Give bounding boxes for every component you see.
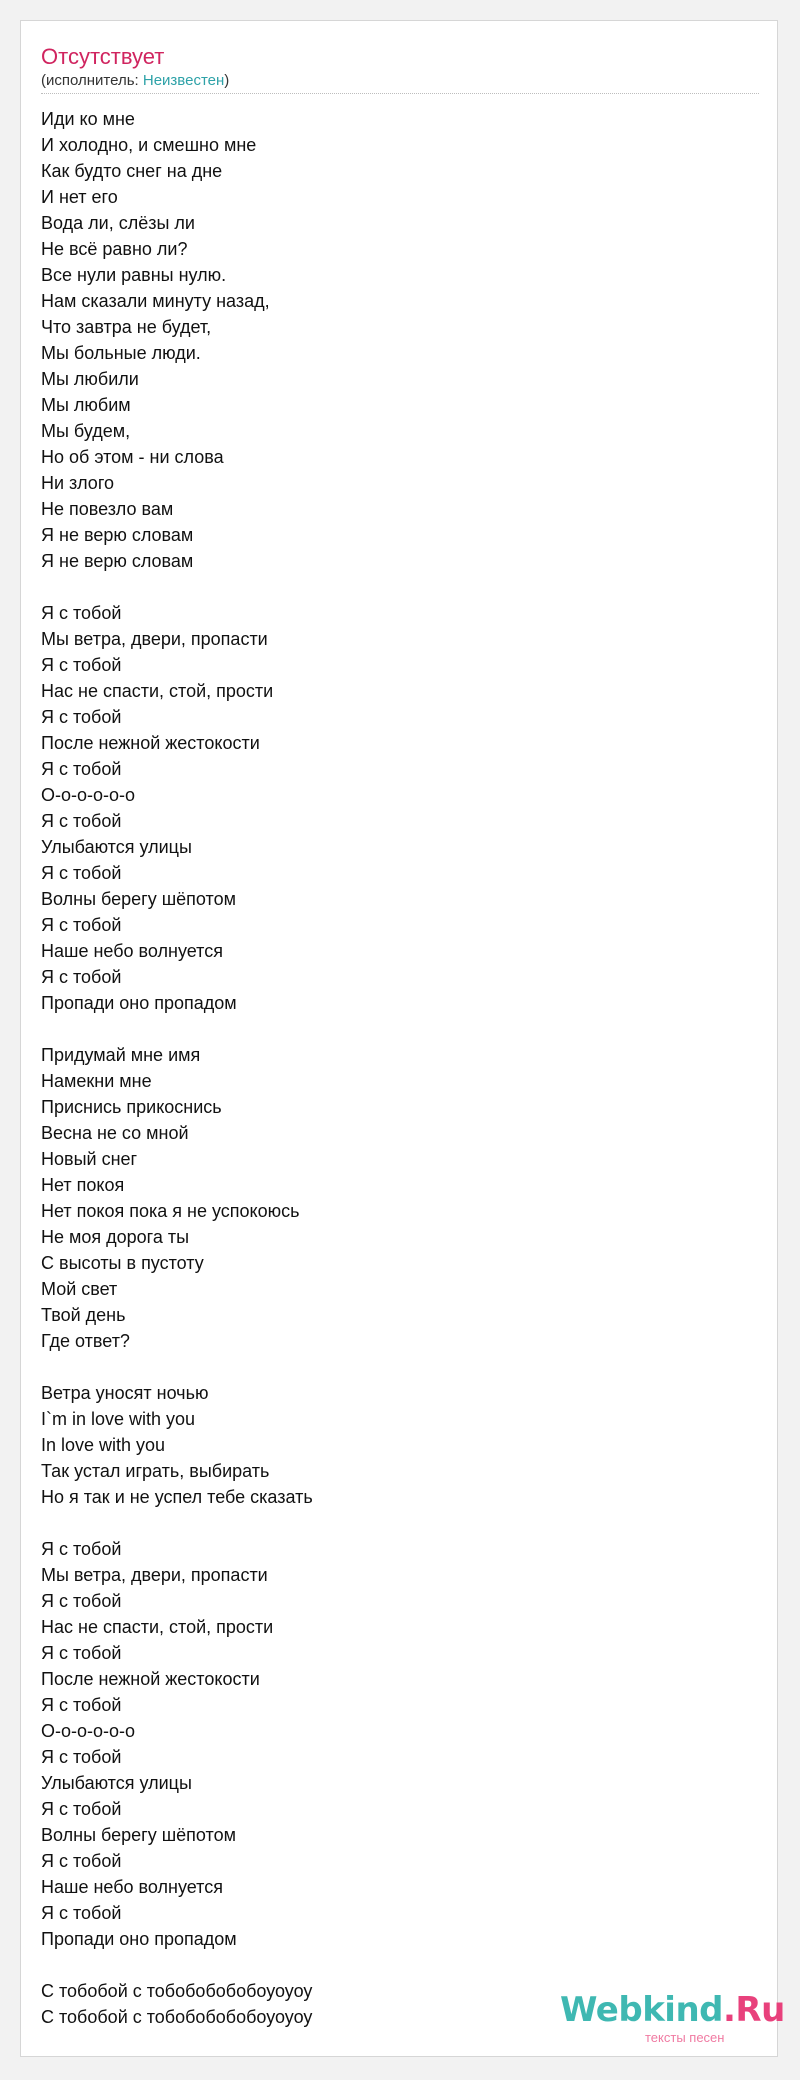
lyric-line: После нежной жестокости: [41, 733, 260, 753]
lyric-line: Я с тобой: [41, 915, 122, 935]
lyric-line: Я с тобой: [41, 1539, 122, 1559]
lyric-line: Я с тобой: [41, 811, 122, 831]
lyric-line: Где ответ?: [41, 1331, 130, 1351]
watermark-tagline: тексты песен: [645, 2030, 725, 2045]
lyric-line: И холодно, и смешно мне: [41, 135, 257, 155]
lyric-line: Нет покоя: [41, 1175, 125, 1195]
lyric-line: Мы будем,: [41, 421, 131, 441]
lyric-line: Приснись прикоснись: [41, 1097, 222, 1117]
lyric-line: Нам сказали минуту назад,: [41, 291, 270, 311]
stanza-break: [41, 1016, 759, 1042]
lyric-line: Намекни мне: [41, 1071, 152, 1091]
lyric-line: Я не верю словам: [41, 525, 194, 545]
lyric-line: Я с тобой: [41, 1851, 122, 1871]
lyric-line: С высоты в пустоту: [41, 1253, 204, 1273]
lyric-line: Я с тобой: [41, 1591, 122, 1611]
lyrics-text: [41, 106, 759, 2030]
lyric-line: Улыбаются улицы: [41, 1773, 192, 1793]
lyric-line: Нет покоя пока я не успокоюсь: [41, 1201, 300, 1221]
lyric-line: Волны берегу шёпотом: [41, 1825, 236, 1845]
lyric-line: Я с тобой: [41, 967, 122, 987]
lyric-line: С тобобой с тобобобобобоуоуоу: [41, 1981, 313, 2001]
lyric-line: Я с тобой: [41, 603, 122, 623]
artist-line: [41, 71, 229, 91]
lyric-line: И нет его: [41, 187, 118, 207]
lyric-line: Вода ли, слёзы ли: [41, 213, 195, 233]
lyric-line: Не повезло вам: [41, 499, 174, 519]
lyric-line: Мы ветра, двери, пропасти: [41, 1565, 268, 1585]
artist-prefix: (исполнитель:: [41, 72, 143, 89]
lyric-line: Я не верю словам: [41, 551, 194, 571]
stanza-break: [41, 1952, 759, 1978]
lyric-line: Пропади оно пропадом: [41, 1929, 237, 1949]
lyric-line: Ветра уносят ночью: [41, 1383, 209, 1403]
lyric-line: Нас не спасти, стой, прости: [41, 681, 274, 701]
lyric-line: Нас не спасти, стой, прости: [41, 1617, 274, 1637]
stanza-break: [41, 1510, 759, 1536]
lyric-line: Ни злого: [41, 473, 115, 493]
lyric-line: Так устал играть, выбирать: [41, 1461, 270, 1481]
lyric-line: Твой день: [41, 1305, 126, 1325]
lyric-line: Мы любили: [41, 369, 139, 389]
lyric-line: Я с тобой: [41, 863, 122, 883]
lyric-line: О-о-о-о-о-о: [41, 1721, 136, 1741]
lyric-line: I`m in love with you: [41, 1409, 196, 1429]
lyric-line: Не всё равно ли?: [41, 239, 188, 259]
lyric-line: Не моя дорога ты: [41, 1227, 190, 1247]
lyric-line: Пропади оно пропадом: [41, 993, 237, 1013]
artist-link[interactable]: Неизвестен: [142, 72, 225, 89]
lyric-line: Придумай мне имя: [41, 1045, 201, 1065]
lyric-line: Весна не со мной: [41, 1123, 189, 1143]
lyric-line: Я с тобой: [41, 1799, 122, 1819]
lyric-line: Я с тобой: [41, 1903, 122, 1923]
lyric-line: После нежной жестокости: [41, 1669, 260, 1689]
stanza-break: [41, 574, 759, 600]
lyric-line: О-о-о-о-о-о: [41, 785, 136, 805]
lyric-line: Мой свет: [41, 1279, 118, 1299]
lyric-line: Я с тобой: [41, 1695, 122, 1715]
lyrics-card: [20, 20, 778, 2057]
lyric-line: Я с тобой: [41, 1643, 122, 1663]
lyric-line: Иди ко мне: [41, 109, 135, 129]
lyric-line: Наше небо волнуется: [41, 1877, 223, 1897]
lyric-line: Мы ветра, двери, пропасти: [41, 629, 268, 649]
stanza-break: [41, 1354, 759, 1380]
lyric-line: In love with you: [41, 1435, 166, 1455]
lyric-line: Но я так и не успел тебе сказать: [41, 1487, 313, 1507]
lyric-line: Как будто снег на дне: [41, 161, 223, 181]
watermark-brand: Webkind: [560, 1990, 723, 2030]
lyric-line: Наше небо волнуется: [41, 941, 223, 961]
lyric-line: Улыбаются улицы: [41, 837, 192, 857]
lyric-line: Что завтра не будет,: [41, 317, 212, 337]
lyric-line: Но об этом - ни слова: [41, 447, 224, 467]
watermark-wordmark: [560, 1990, 785, 2030]
lyric-line: Я с тобой: [41, 707, 122, 727]
lyric-line: С тобобой с тобобобобобоуоуоу: [41, 2007, 313, 2027]
watermark-tld: .Ru: [723, 1990, 785, 2030]
lyric-line: Я с тобой: [41, 655, 122, 675]
lyric-line: Новый снег: [41, 1149, 138, 1169]
header-divider: [41, 93, 759, 94]
webkind-watermark-logo[interactable]: [560, 1990, 785, 2052]
lyric-line: Все нули равны нулю.: [41, 265, 227, 285]
artist-suffix: ): [224, 72, 230, 89]
lyric-line: Мы больные люди.: [41, 343, 201, 363]
lyric-line: Волны берегу шёпотом: [41, 889, 236, 909]
lyric-line: Мы любим: [41, 395, 131, 415]
lyric-line: Я с тобой: [41, 1747, 122, 1767]
lyric-line: Я с тобой: [41, 759, 122, 779]
song-title: Отсутствует: [41, 44, 165, 69]
